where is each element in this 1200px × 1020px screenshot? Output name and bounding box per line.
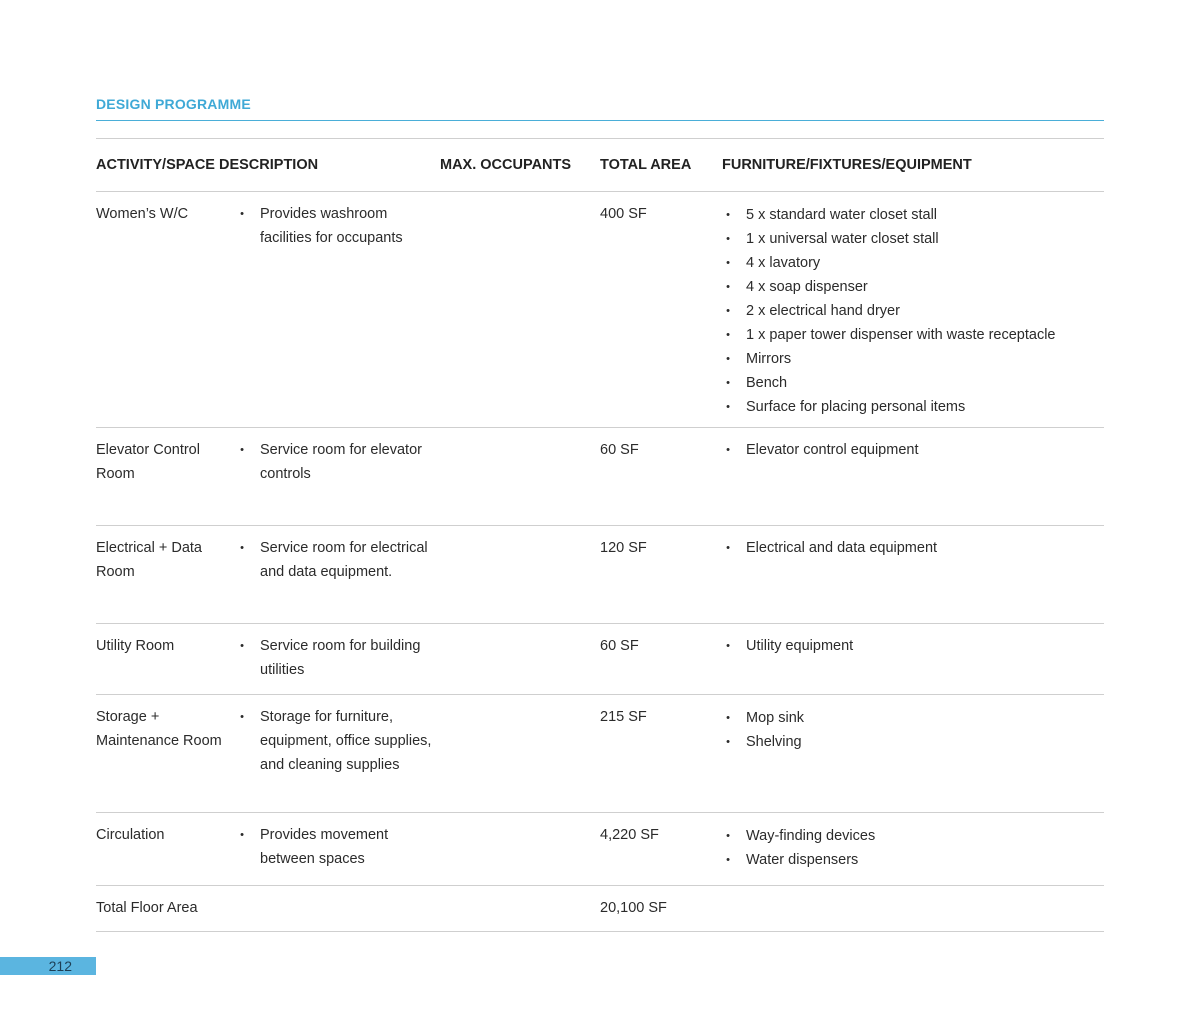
list-item — [236, 438, 436, 486]
item-text: Surface for placing personal items — [746, 399, 966, 415]
bullet-icon: • — [726, 257, 730, 269]
row-name: Circulation — [96, 827, 165, 843]
item-text: Service room for elevator controls — [260, 442, 422, 482]
list-item — [722, 730, 1104, 754]
bullet-icon: • — [726, 329, 730, 341]
table-row — [96, 428, 1104, 526]
item-text: Elevator control equipment — [746, 442, 919, 458]
item-text: Provides washroom facilities for occupants — [260, 206, 403, 246]
list-item — [722, 299, 1104, 323]
row-area: 60 SF — [600, 638, 639, 654]
table-header — [96, 139, 1104, 192]
row-area: 215 SF — [600, 709, 647, 725]
list-item — [722, 347, 1104, 371]
list-item — [236, 823, 436, 871]
row-furniture — [722, 203, 1104, 419]
table-row — [96, 695, 1104, 813]
item-text: Provides movement between spaces — [260, 827, 389, 867]
row-name: Women’s W/C — [96, 206, 189, 222]
list-item — [722, 706, 1104, 730]
item-text: 4 x lavatory — [746, 255, 821, 271]
item-text: Way-finding devices — [746, 828, 876, 844]
item-text: Water dispensers — [746, 852, 859, 868]
bullet-icon: • — [726, 305, 730, 317]
bullet-icon: • — [726, 736, 730, 748]
bullet-icon: • — [726, 281, 730, 293]
item-text: 5 x standard water closet stall — [746, 207, 938, 223]
column-header-area: TOTAL AREA — [600, 157, 692, 173]
row-description — [236, 634, 436, 682]
list-item — [722, 536, 1104, 560]
row-name: Total Floor Area — [96, 900, 198, 916]
row-area: 120 SF — [600, 540, 647, 556]
list-item — [722, 227, 1104, 251]
item-text: 2 x electrical hand dryer — [746, 303, 900, 319]
row-description — [236, 823, 436, 871]
list-item — [722, 371, 1104, 395]
list-item — [722, 323, 1104, 347]
bullet-icon: • — [726, 233, 730, 245]
item-text: Utility equipment — [746, 638, 854, 654]
item-text: Mop sink — [746, 710, 805, 726]
list-item — [722, 395, 1104, 419]
list-item — [722, 275, 1104, 299]
bullet-icon: • — [240, 444, 244, 456]
list-item — [722, 251, 1104, 275]
bullet-icon: • — [726, 353, 730, 365]
item-text: 4 x soap dispenser — [746, 279, 868, 295]
page-number: 212 — [48, 958, 72, 974]
bullet-icon: • — [726, 444, 730, 456]
item-text: Mirrors — [746, 351, 792, 367]
title-divider — [96, 120, 1104, 121]
column-header-occupants: MAX. OCCUPANTS — [440, 157, 572, 173]
bullet-icon: • — [240, 208, 244, 220]
item-text: 1 x universal water closet stall — [746, 231, 939, 247]
row-furniture — [722, 438, 1104, 462]
table-row — [96, 624, 1104, 695]
row-name: Electrical + Data Room — [96, 540, 202, 580]
list-item — [722, 203, 1104, 227]
row-furniture — [722, 706, 1104, 754]
list-item — [236, 705, 436, 777]
list-item — [722, 634, 1104, 658]
row-name: Storage + Maintenance Room — [96, 709, 222, 749]
bullet-icon: • — [240, 542, 244, 554]
row-description — [236, 202, 436, 250]
list-item — [236, 536, 436, 584]
row-area: 4,220 SF — [600, 827, 659, 843]
row-furniture — [722, 824, 1104, 872]
bullet-icon: • — [726, 830, 730, 842]
bullet-icon: • — [726, 209, 730, 221]
item-text: Storage for furniture, equipment, office supplies, and cleaning supplies — [260, 709, 432, 773]
table-row — [96, 192, 1104, 428]
column-header-furniture: FURNITURE/FIXTURES/EQUIPMENT — [722, 157, 972, 173]
row-area: 400 SF — [600, 206, 647, 222]
row-area: 20,100 SF — [600, 900, 667, 916]
item-text: Service room for building utilities — [260, 638, 421, 678]
row-furniture — [722, 634, 1104, 658]
bullet-icon: • — [726, 401, 730, 413]
list-item — [236, 202, 436, 250]
bullet-icon: • — [726, 712, 730, 724]
bullet-icon: • — [726, 640, 730, 652]
row-area: 60 SF — [600, 442, 639, 458]
row-name: Elevator Control Room — [96, 442, 200, 482]
section-title: DESIGN PROGRAMME — [96, 96, 251, 112]
row-description — [236, 705, 436, 777]
item-text: Shelving — [746, 734, 802, 750]
bullet-icon: • — [726, 542, 730, 554]
bullet-icon: • — [726, 854, 730, 866]
row-description — [236, 438, 436, 486]
list-item — [722, 438, 1104, 462]
row-description — [236, 536, 436, 584]
item-text: Electrical and data equipment — [746, 540, 938, 556]
table-row-total — [96, 886, 1104, 932]
row-name: Utility Room — [96, 638, 175, 654]
item-text: Service room for electrical and data equipment. — [260, 540, 428, 580]
item-text: 1 x paper tower dispenser with waste receptacle — [746, 327, 1056, 343]
list-item — [722, 848, 1104, 872]
bullet-icon: • — [240, 640, 244, 652]
bullet-icon: • — [726, 377, 730, 389]
page-number-tab — [0, 957, 96, 975]
bullet-icon: • — [240, 711, 244, 723]
list-item — [722, 824, 1104, 848]
list-item — [236, 634, 436, 682]
table-row — [96, 813, 1104, 886]
table-row — [96, 526, 1104, 624]
column-header-activity: ACTIVITY/SPACE DESCRIPTION — [96, 157, 319, 173]
row-furniture — [722, 536, 1104, 560]
programme-table — [96, 138, 1104, 932]
bullet-icon: • — [240, 829, 244, 841]
item-text: Bench — [746, 375, 788, 391]
